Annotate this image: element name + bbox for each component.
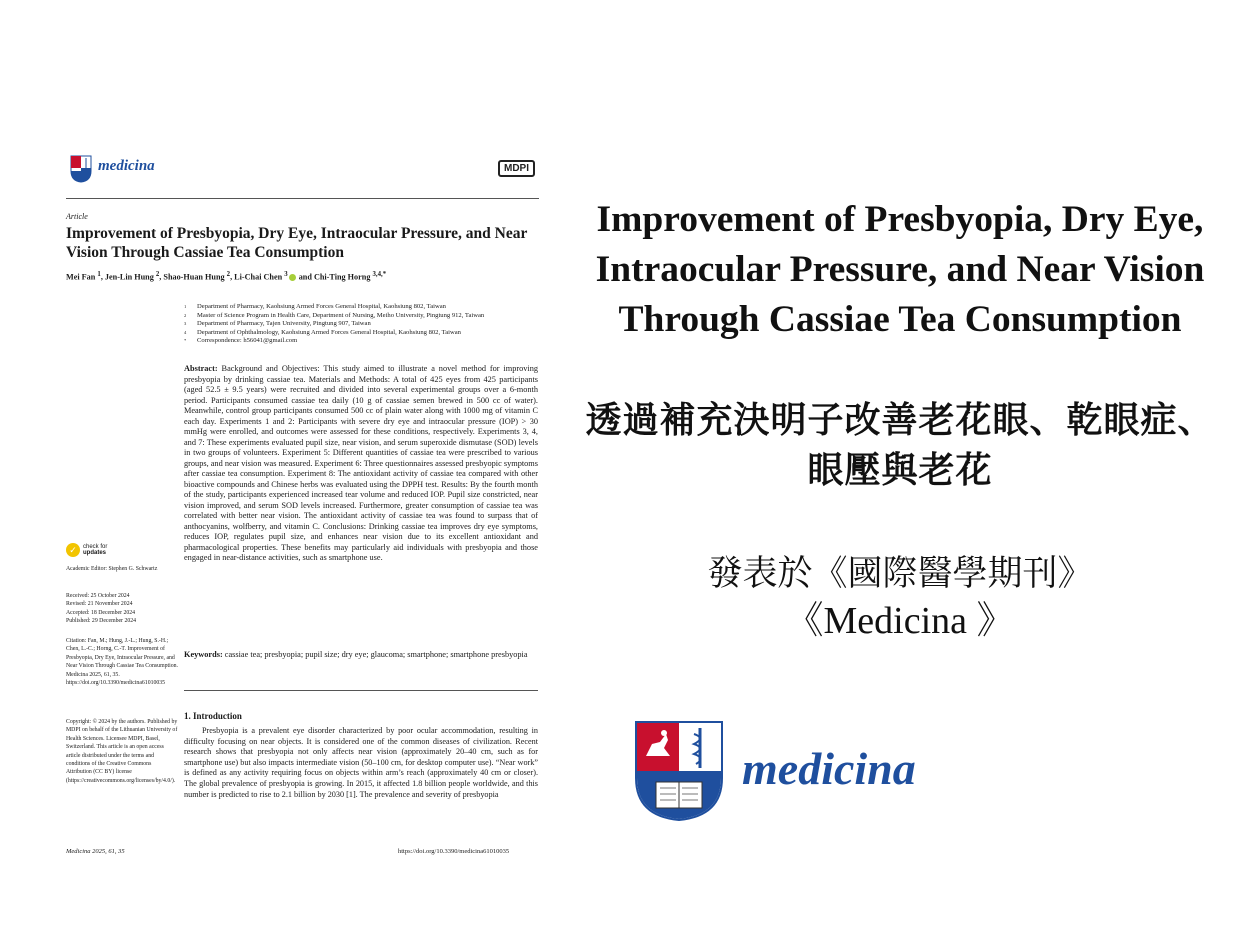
headline-title-en: Improvement of Presbyopia, Dry Eye, Intraocular Pressure, and Near Vision Through Cassiae Tea Consumption — [595, 199, 1205, 340]
date-received: Received: 25 October 2024 — [66, 593, 130, 599]
medicina-shield-icon — [70, 155, 92, 183]
footer-doi[interactable]: https://doi.org/10.3390/medicina61010035 — [398, 848, 510, 855]
author-affil-mark: 3 — [284, 271, 288, 278]
keywords-text: cassiae tea; presbyopia; pupil size; dry eye; glaucoma; smartphone; smartphone presbyopia — [224, 650, 528, 659]
copyright: Copyright: © 2024 by the authors. Published by MDPI on behalf of the Lithuanian University of Health Sciences. Licensee MDPI, Basel, Switzerland. This article is an open access article distributed under the terms and conditions of the Creative Commons Attribution (CC BY) license (https://creativecommons.org/licenses/by/4.0/). — [66, 719, 178, 784]
paper-title: Improvement of Presbyopia, Dry Eye, Intraocular Pressure, and Near Vision Through Cassiae Tea Consumption — [66, 225, 528, 261]
published-in-en: 《Medicina 》 — [785, 600, 1015, 642]
citation: Citation: Fan, M.; Hung, J.-L.; Hung, S.-H.; Chen, L.-C.; Horng, C.-T. Improvement of Presbyopia, Dry Eye, Intraocular Pressure, and Near Vision Through Cassiae Tea Consumption. Medicina 2025, 61, 35. https://doi.org/10.3390/medicina61010035 — [66, 638, 178, 687]
correspondence: * Correspondence: h56041@gmail.com — [184, 337, 298, 345]
journal-name: medicina — [98, 158, 155, 174]
affiliation: $^3$ Department of Pharmacy, Tajen University, Pingtung 907, Taiwan — [184, 320, 371, 328]
publisher-logo: MDPI — [498, 160, 535, 177]
keywords — [184, 650, 538, 661]
author: Mei Fan — [66, 272, 96, 282]
paper-thumbnail — [60, 150, 545, 865]
affiliation: $^4$ Department of Ophthalmology, Kaohsiung Armed Forces General Hospital, Kaohsiung 802, Taiwan — [184, 328, 461, 336]
header-divider — [66, 198, 539, 199]
abstract-text: Background and Objectives: This study aimed to illustrate a novel method for improving presbyopia by drinking cassiae tea. Materials and Methods: A total of 425 eyes from 425 participants (aged 52.5 ± 9.5 years) were recruited and divided into several experimental groups over a 6-month period. Participants consumed cassiae tea daily (10 g of cassiae semen brewed in 500 cc of water). Meanwhile, control group participants consumed 500 cc of plain water along with 1000 mg of vitamin C each day. Experiments 1 and 2: Participants with severe dry eye and intraocular pressure (IOP) > 30 mmHg were enrolled, and outcomes were assessed for these conditions, respectively. Experiments 3, 4, and 7: These experiments evaluated pupil size, near vision, and serum superoxide dismutase (SOD) levels in two groups of volunteers. Experiment 5: Different quantities of cassiae tea were prescribed to various groups, and near vision was measured. Experiment 6: Three questionnaires assessed presbyopic symptoms after cassiae tea consumption. Experiment 8: The antioxidant activity of cassiae tea compared with other bioactive compounds and Chinese herbs was evaluated using the DPPH test. Results: By the fourth month of the study, participants experienced increased tear volume and reduced IOP. Pupil size constricted, near vision improved, and serum SOD levels increased. Furthermore, greater consumption of cassiae tea was correlated with better near vision. The antioxidant activity of cassiae tea was found to surpass that of anthocyanins, wolfberry, and vitamin C. Conclusions: Drinking cassiae tea improves dry eye symptoms, reduces IOP, regulates pupil size, and enhances near vision due to its excellent antioxidant and pharmacological properties. These benefits may particularly aid individuals with presbyopia and those engaged in near-distance activities, such as smartphone use. — [184, 364, 538, 562]
author: Chi-Ting Horng — [313, 272, 371, 282]
author-affil-mark: 1 — [97, 271, 101, 278]
academic-editor: Academic Editor: Stephen G. Schwartz — [66, 566, 158, 572]
published-in-zh: 發表於《國際醫學期刊》 — [707, 554, 1093, 594]
date-published: Published: 29 December 2024 — [66, 618, 137, 625]
author: Shao-Huan Hung — [163, 272, 225, 282]
medicina-logo-icon — [634, 720, 724, 822]
date-accepted: Accepted: 18 December 2024 — [66, 609, 136, 616]
dates — [66, 592, 178, 626]
author-affil-mark: 3,4,* — [372, 271, 387, 278]
abstract-label: Abstract: — [184, 364, 218, 373]
check-updates-badge[interactable] — [66, 543, 107, 557]
author-affil-mark: 2 — [155, 271, 160, 278]
affiliation: $^1$ Department of Pharmacy, Kaohsiung Armed Forces General Hospital, Kaohsiung 802, Taiwan — [184, 303, 446, 310]
abstract — [184, 364, 538, 564]
check-updates-line: updates — [83, 550, 107, 556]
intro-text: Presbyopia is a prevalent eye disorder characterized by poor ocular accommodation, resulting in difficulty focusing on near objects. It is considered one of the common diseases of civilization. Recent research shows that presbyopia not only affects near vision (approximately 20–40 cm, such as for smartphone use) but also impacts intermediate vision (50–100 cm, for desktop computer use). “Near work” is defined as any activity requiring focus on objects within arm’s reach (approximately 40 cm or closer). The global prevalence of presbyopia is growing. In 2015, it affected 1.8 billion people worldwide, and this number is predicted to rise to 2.1 billion by 2030 [1]. The prevalence and severity of presbyopia — [184, 726, 538, 799]
article-type: Article — [66, 212, 88, 221]
author: Jen-Lin Hung — [104, 272, 154, 282]
headline-title-zh: 透過補充決明子改善老花眼、乾眼症、眼壓與老花 — [585, 399, 1215, 491]
affiliations — [184, 303, 539, 346]
author-affil-mark: 2 — [226, 271, 231, 278]
footer-journal-ref: Medicina 2025, 61, 35 — [66, 848, 125, 855]
keywords-label: Keywords: — [184, 650, 223, 659]
date-revised: Revised: 21 November 2024 — [66, 601, 133, 608]
check-updates-icon: ✓ — [66, 543, 80, 557]
section-divider — [184, 690, 538, 691]
section-heading: 1. Introduction — [184, 711, 242, 721]
medicina-logo-word: medicina — [742, 743, 916, 794]
author-list: Mei Fan $^1$, Jen-Lin Hung $^2$, Shao-Huan Hung $^2$, Li-Chai Chen $^3$ and Chi-Ting Horng $^{3,4,*}$ — [66, 271, 387, 282]
affiliation: $^2$ Master of Science Program in Health Care, Department of Nursing, Meiho University, Pingtung 912, Taiwan — [184, 311, 485, 319]
author: Li-Chai Chen — [234, 272, 283, 282]
check-updates-line: check for — [83, 543, 108, 550]
orcid-icon[interactable] — [289, 274, 296, 281]
